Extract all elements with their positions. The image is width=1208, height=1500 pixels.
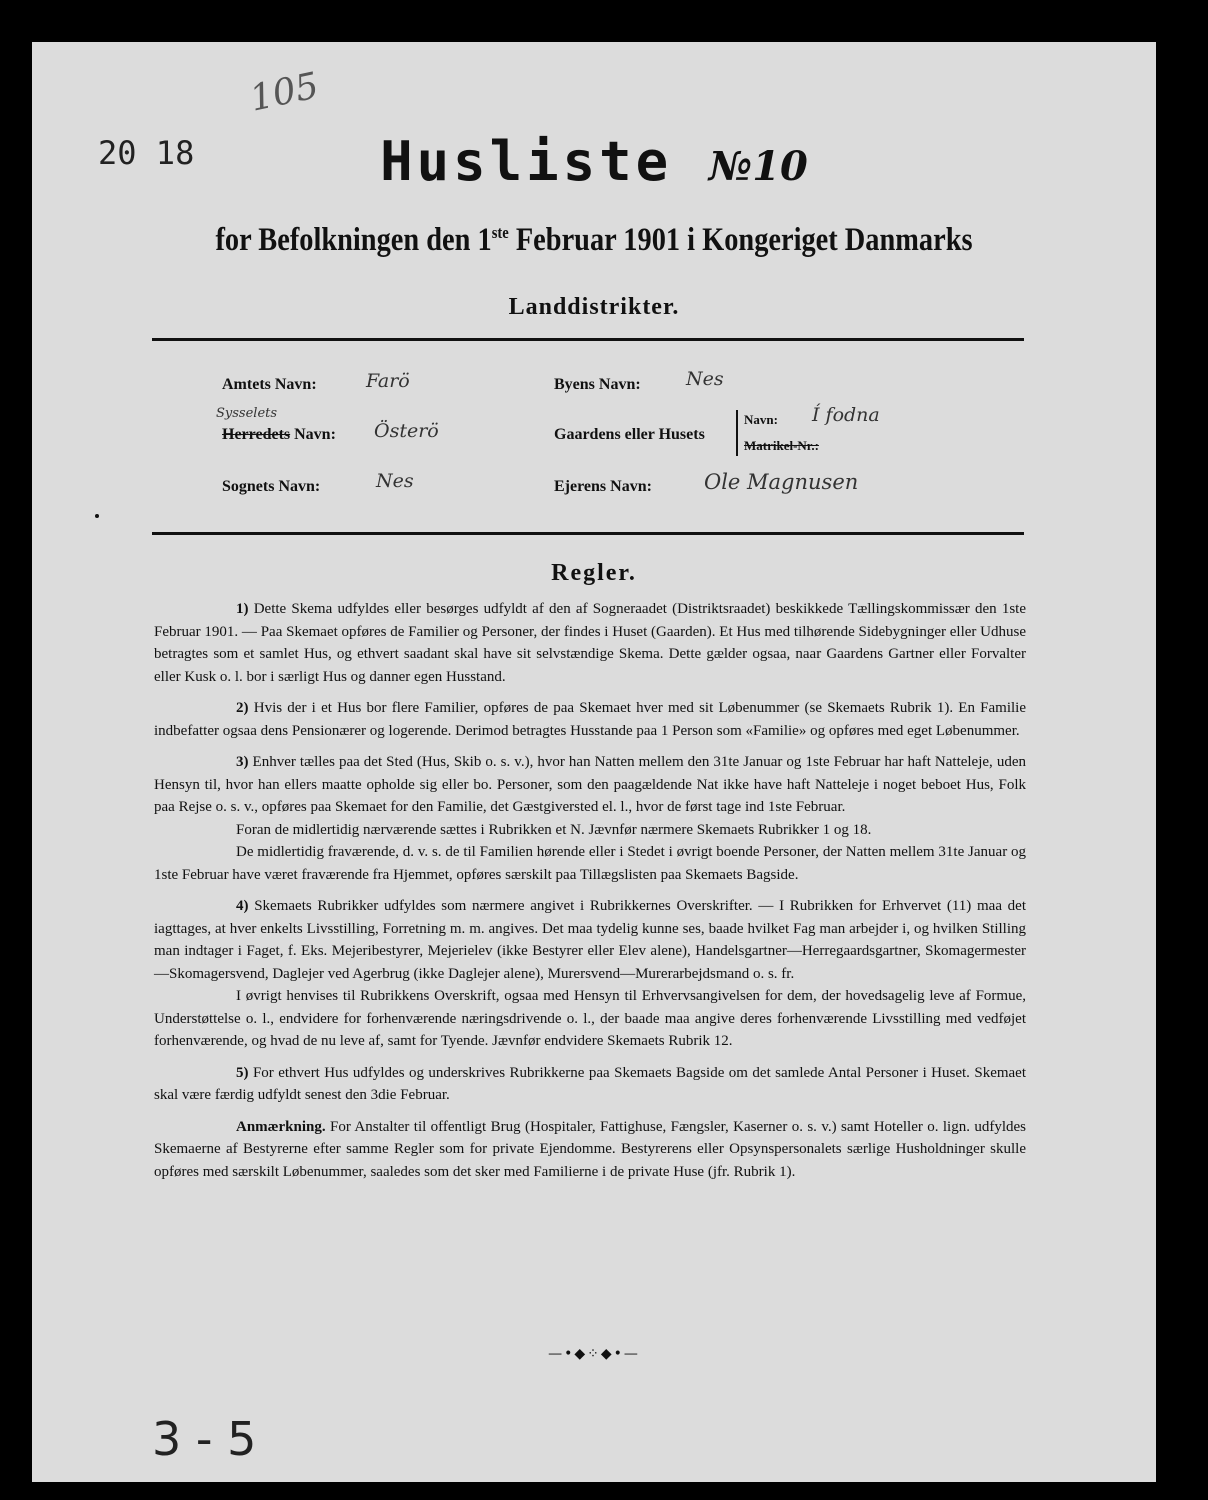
rules-body [154,598,1026,1192]
gaard-label: Gaardens eller Husets [554,426,705,443]
bottom-divider [152,532,1024,535]
amt-value: Farö [366,370,410,392]
rule-1: 1) Dette Skema udfyldes eller besørges udfyldt af den af Sogneraadet (Distriktsraadet) beskikkede Tællingskommissær den 1ste Februar 1901. — Paa Skemaet opføres de Familier og Personer, der findes i Huset (Gaarden). Et Hus med tilhørende Sidebygninger eller Udhuse betragtes som et samlet Hus, og ethvert saadant skal have sit selvstændige Skema. Dette gælder ogsaa, naar Gaardens Gartner eller Forvalter eller Kusk o. l. bor i særligt Hus og danner egen Husstand. [154,601,1027,685]
form-number-label: № [708,143,753,190]
rule-5: 5) For ethvert Hus udfyldes og underskrives Rubrikkerne paa Skemaets Bagside om det samlede Antal Personer i Huset. Skemaet skal være færdig udfyldt senest den 3die Februar. [154,1064,1027,1103]
by-value: Nes [686,368,724,390]
rule-3-para-3: De midlertidig fraværende, d. v. s. de til Familien hørende eller i Stedet i øvrigt boende Personer, der Natten mellem 31te Januar og 1ste Februar have været fraværende fra Hjemmet, opføres særskilt paa Tillægslisten paa Skemaets Bagside. [154,844,1026,883]
matrikel-label: Matrikel-Nr.: [744,438,819,453]
ejer-label: Ejerens Navn: [554,478,652,495]
herred-correction: Sysselets [216,406,278,421]
form-number-value: 10 [752,143,808,190]
sogn-label: Sognets Navn: [222,478,321,495]
census-form-page [32,42,1156,1482]
district-heading: Landdistrikter. [508,294,680,320]
rule-3-para-2: Foran de midlertidig nærværende sættes i Rubrikken et N. Jævnfør nærmere Skemaets Rubrikker 1 og 18. [236,821,872,838]
gaard-bracket [736,410,738,456]
herred-label: Herredets Navn: [222,426,336,443]
remark: Anmærkning. For Anstalter til offentligt Brug (Hospitaler, Fattighuse, Fængsler, Kaserner o. s. v.) samt Hoteller o. lign. udfyldes Skemaerne af Bestyrerne efter samme Regler som for private Ejendomme. Bestyrerens eller Opsynspersonalets særlige Husholdninger skulle opføres med særskilt Løbenummer, saaledes som det sker med Familierne i de private Huse (jfr. Rubrik 1). [154,1118,1027,1180]
top-divider [152,338,1024,341]
ejer-value: Ole Magnusen [704,470,859,494]
gaard-name-value: Í fodna [812,404,880,426]
rule-3: 3) Enhver tælles paa det Sted (Hus, Skib o. s. v.), hvor han Natten mellem den 31te Januar og 1ste Februar har haft Natteleje, uden Hensyn til, hvor han ellers maatte opholde sig eller bo. Personer, som den paagældende Nat ikke have haft Natteleje i noget beboet Hus, Folk paa Rejse o. s. v., opføres paa Skemaet for den Familie, det Gæstgiversted el. l., hvor de først tage ind 1ste Februar. [154,754,1026,815]
rule-2: 2) Hvis der i et Hus bor flere Familier, opføres de paa Skemaet hver med sit Løbenummer (se Skemaets Rubrik 1). En Familie indbefatter ogsaa dens Pensionærer og logerende. Derimod betragtes Husstande paa 1 Person som «Familie» og opføres med eget Løbenummer. [154,700,1027,739]
gaard-name-label: Navn: [744,412,778,427]
by-label: Byens Navn: [554,376,641,393]
amt-label: Amtets Navn: [222,376,317,393]
handwritten-ref-number: 20 18 [98,134,195,172]
ornament-divider: —•◆⁘◆•— [548,1346,640,1362]
handwritten-page-number: 105 [246,65,323,120]
form-title: Husliste №10 [380,130,808,193]
sogn-value: Nes [376,470,414,492]
form-subtitle: for Befolkningen den 1ste Februar 1901 i Kongeriget Danmarks [215,222,973,258]
herred-value: Österö [374,420,439,442]
rule-4: 4) Skemaets Rubrikker udfyldes som nærmere angivet i Rubrikkernes Overskrifter. — I Rubrikken for Erhvervet (11) maa det iagttages, at hver enkelts Livsstilling, Forretning m. m. angives. Det maa tydelig kunne ses, baade hvilket Fag man arbejder i, og hvilken Stilling man indtager i Faget, f. Eks. Mejeribestyrer, Mejerielev (ikke Bestyrer eller Elev alene), Handelsgartner—Herregaardsgartner, Skomagermester—Skomagersvend, Daglejer ved Agerbrug (ikke Daglejer alene), Murersvend—Murerarbejdsmand o. s. fr. [154,898,1027,982]
margin-dot [95,514,99,518]
rule-4-para-2: I øvrigt henvises til Rubrikkens Overskrift, ogsaa med Hensyn til Erhvervsangivelsen for dem, der hovedsagelig leve af Formue, Understøttelse o. l., endvidere for forhenværende næringsdrivende o. l., der baade maa angive deres forhenværende Livsstilling med vedføjet forhenværende, og hvad de nu leve af, samt for Tyende. Jævnfør endvidere Skemaets Rubrik 12. [154,988,1026,1049]
handwritten-footer-note: 3 - 5 [152,1412,257,1466]
rules-heading: Regler. [551,560,637,586]
